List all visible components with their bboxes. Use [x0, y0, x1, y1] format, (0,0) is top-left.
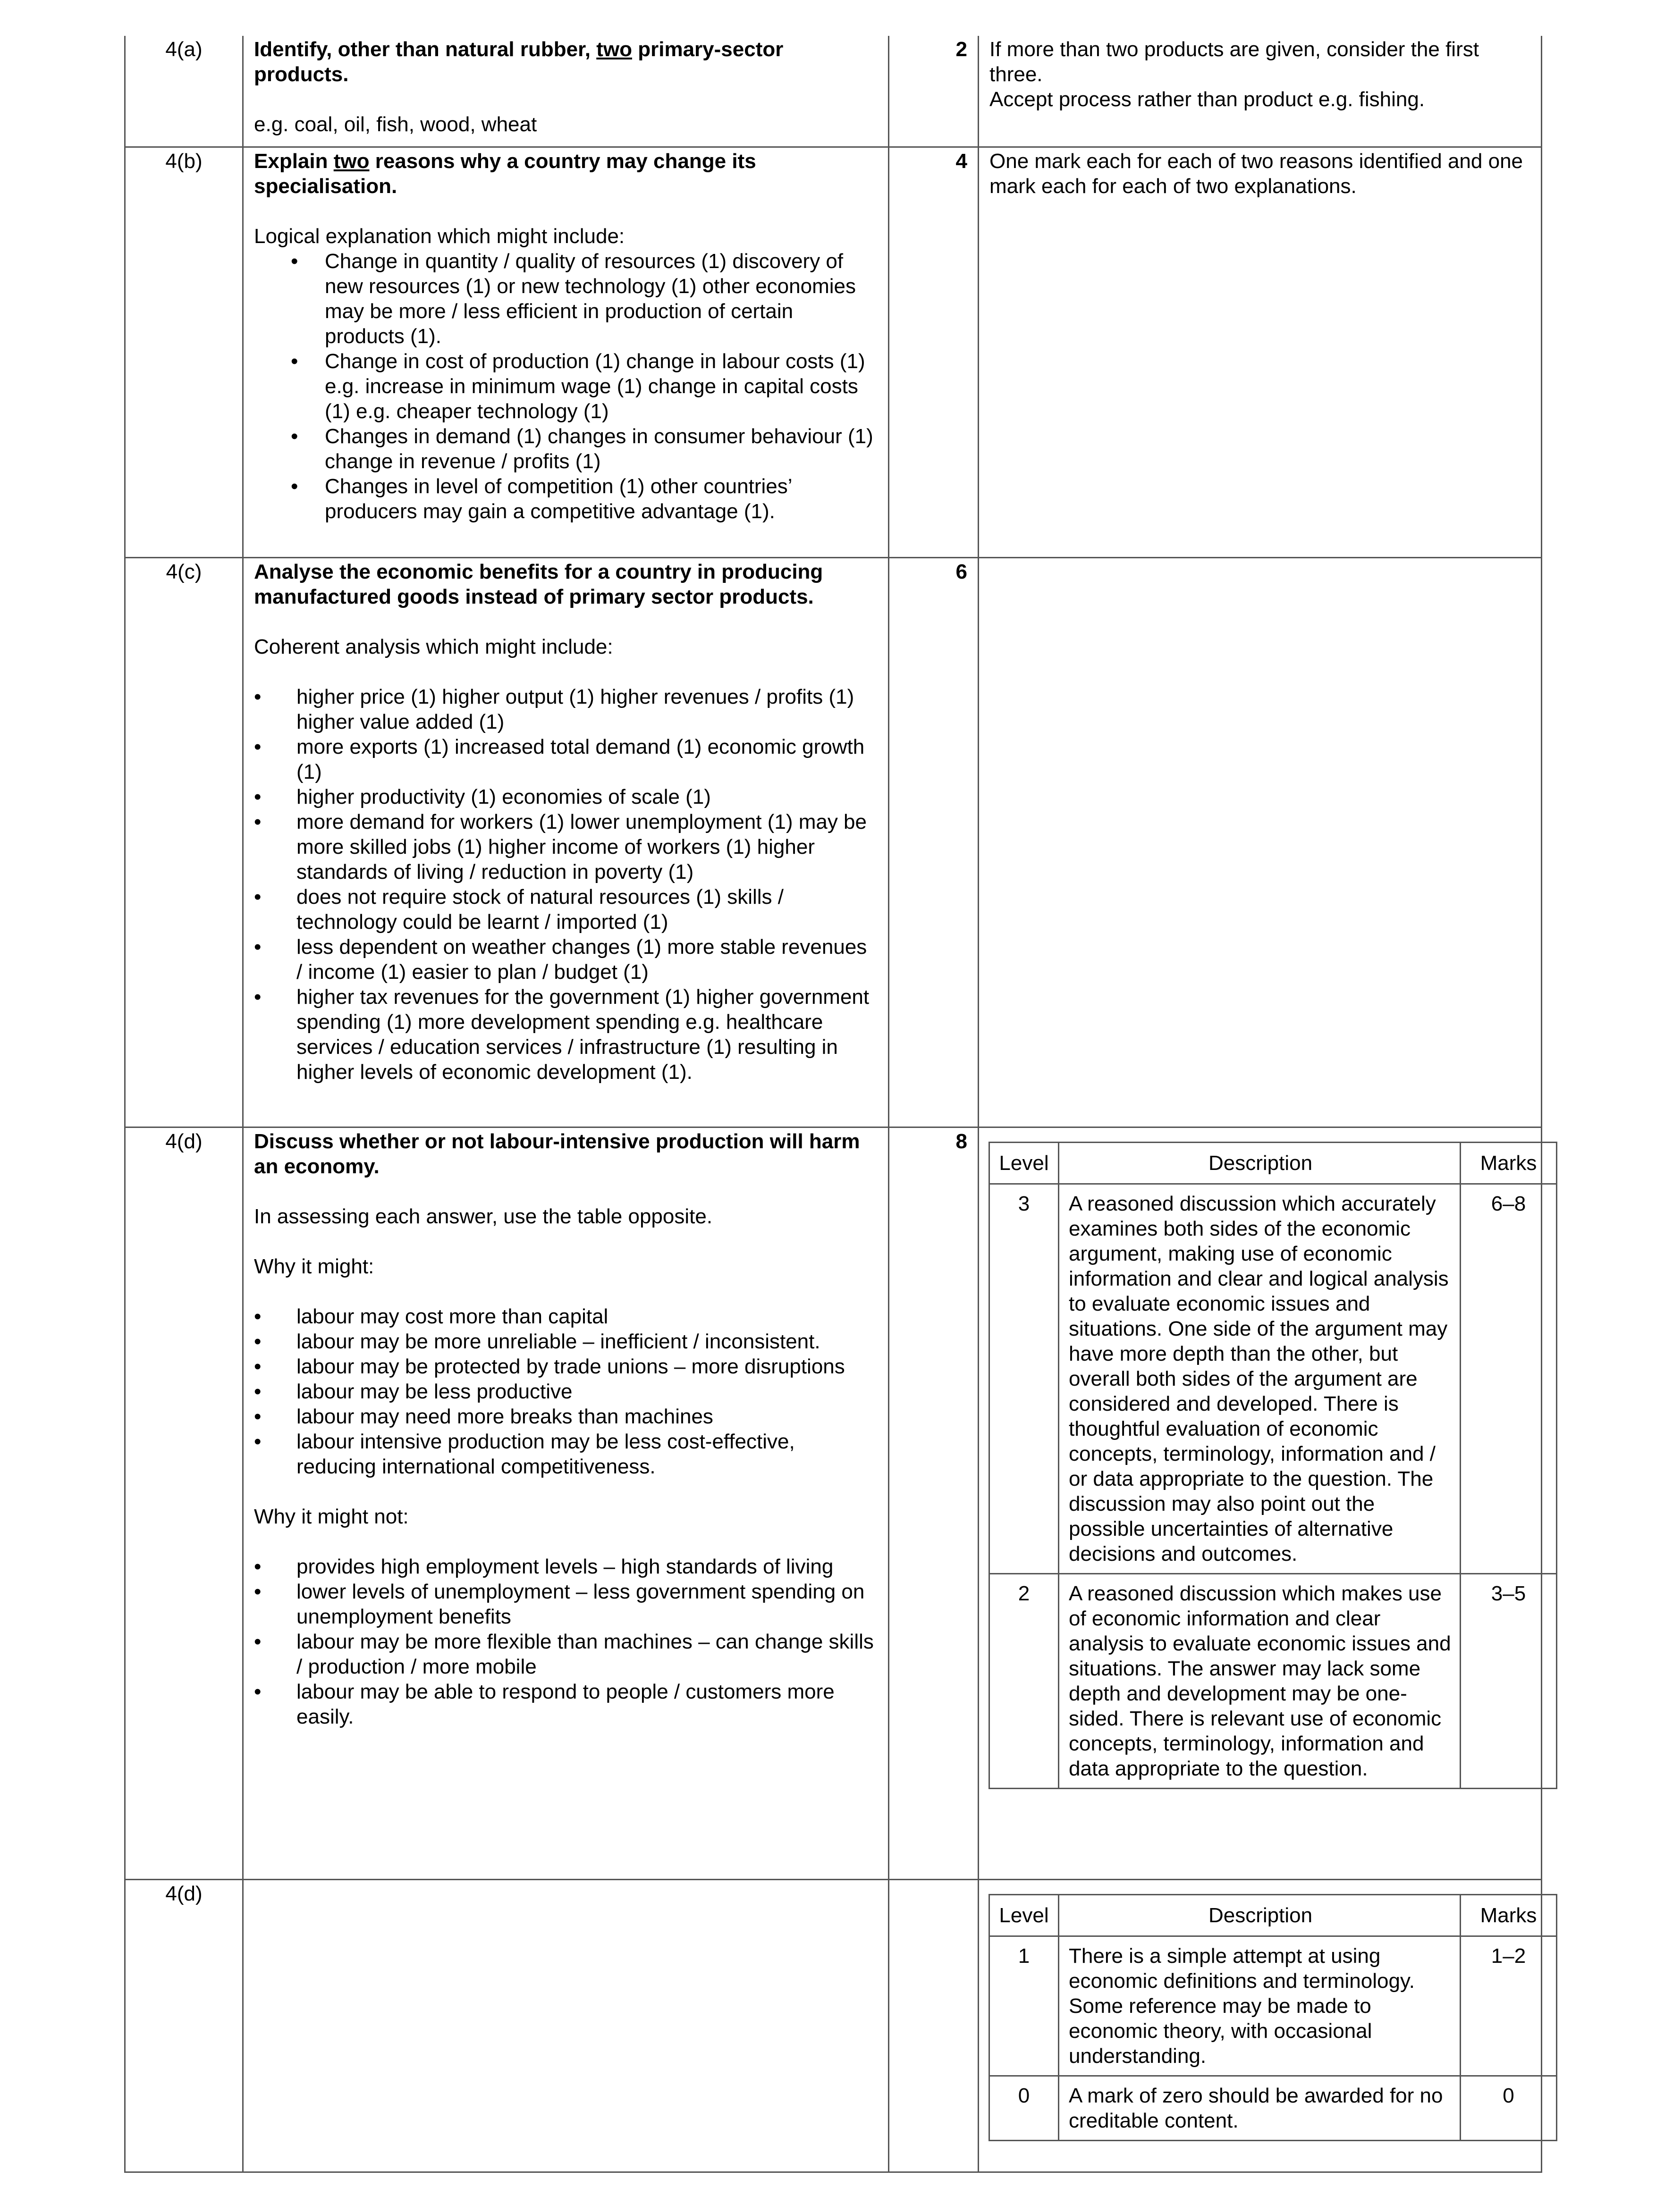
question-row-4c	[125, 557, 1542, 1119]
answer-intro: Coherent analysis which might include:	[254, 635, 613, 658]
list-item: • higher productivity (1) economies of scale (1)	[254, 784, 878, 809]
why-it-might-list	[254, 1304, 878, 1479]
levels-cell	[979, 1879, 1542, 2172]
question-number: 4(b)	[125, 147, 243, 549]
level-row	[989, 2076, 1557, 2140]
level-description: There is a simple attempt at using economic definitions and terminology. Some reference may be made to economic theory, with occasional understanding.	[1059, 1936, 1461, 2076]
levels-cell	[979, 1127, 1542, 1871]
why-it-might-not-heading: Why it might not:	[254, 1505, 409, 1528]
question-number: 4(d)	[125, 1127, 243, 1871]
row-separator	[125, 549, 1542, 558]
answer-examples: e.g. coal, oil, fish, wood, wheat	[254, 113, 537, 136]
level-header: Level	[989, 1143, 1059, 1184]
marks-cell: 4	[889, 147, 979, 549]
marks-cell	[889, 1879, 979, 2172]
list-item: • less dependent on weather changes (1) more stable revenues / income (1) easier to plan / budget (1)	[254, 934, 878, 984]
list-item: • Changes in level of competition (1) other countries’ producers may gain a competitive advantage (1).	[254, 474, 878, 524]
question-text: Discuss whether or not labour-intensive production will harm an economy.	[254, 1130, 860, 1178]
level-row	[989, 1184, 1557, 1574]
why-it-might-not-list	[254, 1554, 878, 1729]
description-header: Description	[1059, 1894, 1461, 1936]
mark-scheme-table	[124, 36, 1542, 2173]
description-header: Description	[1059, 1143, 1461, 1184]
question-row-4d-continued	[125, 1879, 1542, 2172]
level-number: 2	[989, 1574, 1059, 1789]
list-item: • more exports (1) increased total demand (1) economic growth (1)	[254, 734, 878, 784]
levels-table	[989, 1894, 1557, 2141]
assessment-instruction: In assessing each answer, use the table opposite.	[254, 1205, 713, 1228]
marks-header: Marks	[1461, 1143, 1557, 1184]
question-text: Analyse the economic benefits for a country in producing manufactured goods instead of primary sector products.	[254, 560, 823, 608]
level-row	[989, 1574, 1557, 1789]
answer-list	[254, 249, 878, 524]
why-it-might-heading: Why it might:	[254, 1255, 374, 1278]
list-item: • Changes in demand (1) changes in consumer behaviour (1) change in revenue / profits (1)	[254, 424, 878, 474]
level-header: Level	[989, 1894, 1059, 1936]
row-separator	[125, 1871, 1542, 1880]
list-item: • labour may be able to respond to people / customers more easily.	[254, 1679, 878, 1729]
list-item: • labour may be protected by trade unions – more disruptions	[254, 1354, 878, 1379]
guidance-cell	[979, 36, 1542, 147]
level-number: 3	[989, 1184, 1059, 1574]
list-item: • labour may be more flexible than machines – can change skills / production / more mobile	[254, 1629, 878, 1679]
level-marks: 1–2	[1461, 1936, 1557, 2076]
level-description: A reasoned discussion which makes use of economic information and clear analysis to evaluate economic issues and situations. The answer may lack some depth and development may be one-sided. There is relevant use of economic concepts, terminology, information and data appropriate to the question.	[1059, 1574, 1461, 1789]
levels-header-row	[989, 1894, 1557, 1936]
level-marks: 0	[1461, 2076, 1557, 2140]
guidance-cell	[979, 557, 1542, 1119]
list-item: • does not require stock of natural resources (1) skills / technology could be learnt / imported (1)	[254, 884, 878, 934]
mark-scheme-page	[124, 36, 1541, 2173]
level-description: A mark of zero should be awarded for no creditable content.	[1059, 2076, 1461, 2140]
row-separator	[125, 1119, 1542, 1127]
list-item: • labour intensive production may be less cost-effective, reducing international competitiveness.	[254, 1429, 878, 1479]
level-row	[989, 1936, 1557, 2076]
answer-list	[254, 684, 878, 1085]
list-item: • Change in cost of production (1) change in labour costs (1) e.g. increase in minimum wage (1) change in capital costs (1) e.g. cheaper technology (1)	[254, 349, 878, 424]
list-item: • labour may need more breaks than machines	[254, 1404, 878, 1429]
question-row-4b	[125, 147, 1542, 549]
question-text: Explain two reasons why a country may change its specialisation.	[254, 150, 756, 198]
list-item: • more demand for workers (1) lower unemployment (1) may be more skilled jobs (1) higher income of workers (1) higher standards of living / reduction in poverty (1)	[254, 809, 878, 884]
answer-cell	[243, 1879, 889, 2172]
question-row-4d	[125, 1127, 1542, 1871]
answer-intro: Logical explanation which might include:	[254, 225, 625, 248]
marks-cell: 8	[889, 1127, 979, 1871]
list-item: • higher tax revenues for the government (1) higher government spending (1) more development spending e.g. healthcare services / education services / infrastructure (1) resulting in higher levels of economic development (1).	[254, 984, 878, 1085]
guidance-line: Accept process rather than product e.g. fishing.	[989, 88, 1425, 111]
answer-cell	[243, 557, 889, 1119]
list-item: • provides high employment levels – high standards of living	[254, 1554, 878, 1579]
list-item: • higher price (1) higher output (1) higher revenues / profits (1) higher value added (1)	[254, 684, 878, 734]
question-number: 4(a)	[125, 36, 243, 147]
level-number: 1	[989, 1936, 1059, 2076]
answer-cell	[243, 36, 889, 147]
list-item: • labour may be more unreliable – inefficient / inconsistent.	[254, 1329, 878, 1354]
level-marks: 3–5	[1461, 1574, 1557, 1789]
answer-cell	[243, 1127, 889, 1871]
answer-cell	[243, 147, 889, 549]
level-number: 0	[989, 2076, 1059, 2140]
question-number: 4(c)	[125, 557, 243, 1119]
level-marks: 6–8	[1461, 1184, 1557, 1574]
levels-header-row	[989, 1143, 1557, 1184]
marks-header: Marks	[1461, 1894, 1557, 1936]
list-item: • Change in quantity / quality of resources (1) discovery of new resources (1) or new technology (1) other economies may be more / less efficient in production of certain products (1).	[254, 249, 878, 349]
level-description: A reasoned discussion which accurately examines both sides of the economic argument, making use of economic information and clear and logical analysis to evaluate economic issues and situations. One side of the argument may have more depth than the other, but overall both sides of the argument are considered and developed. There is thoughtful evaluation of economic concepts, terminology, information and / or data appropriate to the question. The discussion may also point out the possible uncertainties of alternative decisions and outcomes.	[1059, 1184, 1461, 1574]
list-item: • lower levels of unemployment – less government spending on unemployment benefits	[254, 1579, 878, 1629]
marks-cell: 6	[889, 557, 979, 1119]
guidance-cell: One mark each for each of two reasons identified and one mark each for each of two explanations.	[979, 147, 1542, 549]
question-row-4a	[125, 36, 1542, 147]
question-number: 4(d)	[125, 1879, 243, 2172]
list-item: • labour may be less productive	[254, 1379, 878, 1404]
levels-table	[989, 1142, 1557, 1789]
question-text: Identify, other than natural rubber, two primary-sector products.	[254, 38, 784, 86]
list-item: • labour may cost more than capital	[254, 1304, 878, 1329]
guidance-line: If more than two products are given, consider the first three.	[989, 38, 1479, 86]
marks-cell: 2	[889, 36, 979, 147]
